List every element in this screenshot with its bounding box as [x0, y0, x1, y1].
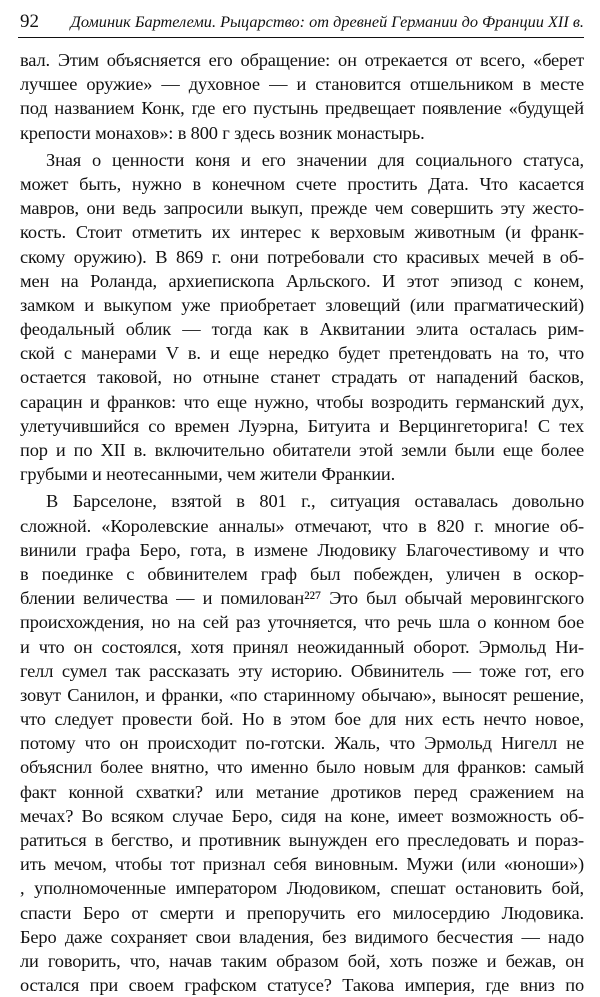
header-rule: [18, 37, 584, 38]
text-line: происхождения, но на сей раз уточняется, что речь шла о конном бое: [20, 612, 584, 633]
text-line: кость. Стоит отметить их интерес к верховым животным (и франк-: [20, 222, 584, 243]
text-line: может быть, нужно в конечном счете простить Дата. Что касается: [20, 173, 584, 194]
text-line: потому что он происходит по-готски. Жаль, что Эрмольд Нигелл не: [20, 733, 584, 754]
text-line: что следует провести бой. Но в этом бое для них есть нечто новое,: [20, 709, 584, 730]
running-head: Доминик Бартелеми. Рыцарство: от древней Германии до Франции XII в.: [70, 12, 584, 31]
text-line: ли говорить, что, начав таким образом бой, хоть позже и бежав, он: [20, 950, 584, 971]
text-line: ской с манерами V в. и еще нередко будет претендовать на то, что: [20, 343, 584, 364]
text-line: остается таковой, но отныне станет страдать от нападений басков,: [20, 367, 584, 388]
text-line: В Барселоне, взятой в 801 г., ситуация оставалась довольно: [46, 491, 584, 512]
text-line: мечах? Во всяком случае Беро, сидя на коне, имеет возможность об-: [20, 805, 584, 826]
text-line: гелл сумел так рассказать эту историю. Обвинитель — тоже гот, его: [20, 660, 584, 681]
text-line: феодальный облик — тогда как в Аквитании элита осталась рим-: [20, 319, 584, 340]
text-line: пор и по XII в. включительно обитатели этой земли были еще более: [20, 440, 584, 460]
text-line: спасти Беро от смерти и препоручить его милосердию Людовика.: [20, 902, 584, 923]
text-line: , уполномоченные императором Людовиком, спешат остановить бой,: [20, 878, 584, 899]
page-number: 92: [20, 11, 39, 32]
text-line: в поединке с обвинителем граф был побежден, уличен в оскор-: [20, 563, 584, 584]
text-line: под названием Конк, где его пустынь предвещает появление «будущей: [20, 98, 584, 119]
text-line: вал. Этим объясняется его обращение: он отрекается от всего, «берет: [20, 50, 584, 70]
text-line: скому оружию). В 869 г. они потребовали сто красивых мечей в об-: [20, 246, 584, 267]
text-line: ратиться в бегство, и противник вынужден его преследовать и пораз-: [20, 830, 584, 850]
text-line: улетучившийся со времен Луэрна, Битуита и Верцингеторига! С тех: [20, 415, 584, 436]
text-line: ить мечом, чтобы тот признал себя виновным. Мужи (или «юноши»): [20, 854, 584, 875]
text-line: блении величества — и помилован²²⁷ Это был обычай меровингского: [20, 588, 584, 609]
text-line: остался при своем графском статусе? Такова империя, где вниз по: [20, 975, 584, 996]
text-line: замком и выкупом уже приобретает зловещий (или прагматический): [20, 294, 584, 315]
body-text: [20, 48, 584, 997]
text-line: мен на Роланда, архиепископа Арльского. И этот эпизод с конем,: [20, 270, 584, 291]
text-line: грубыми и неотесанными, чем жители Франкии.: [20, 464, 396, 485]
text-line: факт конной схватки? или метание дротиков перед сражением на: [20, 781, 584, 802]
text-line: мавров, они ведь запросили выкуп, прежде чем совершить эту жесто-: [20, 198, 584, 219]
page-header: [18, 8, 584, 36]
text-line: крепости монахов»: в 800 г здесь возник монастырь.: [20, 122, 425, 143]
text-line: и что он состоялся, хотя принял неожиданный оборот. Эрмольд Ни-: [20, 636, 584, 657]
text-line: Зная о ценности коня и его значении для социального статуса,: [46, 149, 584, 170]
text-line: Беро даже сохраняет свои владения, без видимого бесчестия — надо: [20, 926, 584, 947]
text-line: зовут Санилон, и франки, «по старинному обычаю», выносят решение,: [20, 684, 584, 705]
text-line: винили графа Беро, гота, в измене Людовику Благочестивому и что: [20, 539, 584, 560]
text-line: сложной. «Королевские анналы» отмечают, что в 820 г. многие об-: [20, 515, 584, 536]
text-line: лучшее оружие» — духовное — и становится отшельником в месте: [20, 74, 584, 95]
text-line: сарацин и франков: что еще нужно, чтобы возродить германский дух,: [20, 391, 584, 412]
text-line: объяснил более внятно, что именно было новым для франков: самый: [20, 757, 584, 778]
